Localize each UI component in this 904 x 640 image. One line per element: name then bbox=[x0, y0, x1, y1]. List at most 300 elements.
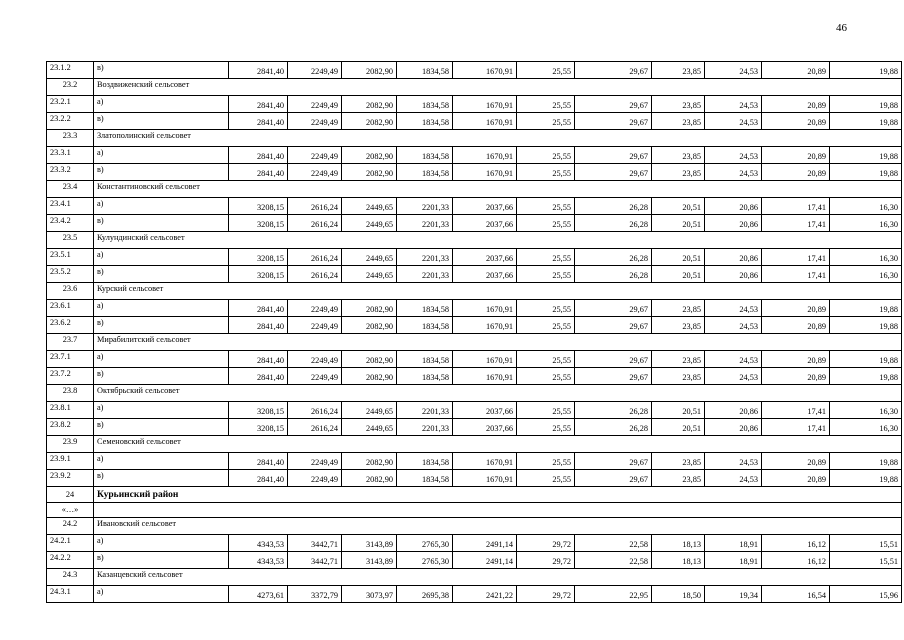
value-cell: 20,89 bbox=[762, 62, 830, 79]
region-row bbox=[47, 487, 902, 503]
row-code: 23.6.2 bbox=[47, 317, 94, 334]
value-cell: 29,67 bbox=[575, 113, 652, 130]
value-cell: 24,53 bbox=[705, 96, 762, 113]
value-cell: 19,88 bbox=[830, 113, 902, 130]
row-variant: в) bbox=[94, 113, 229, 130]
value-cell: 26,28 bbox=[575, 402, 652, 419]
value-cell: 3442,71 bbox=[288, 552, 342, 569]
value-cell: 1834,58 bbox=[397, 470, 453, 487]
value-cell: 2082,90 bbox=[342, 317, 397, 334]
value-cell: 1670,91 bbox=[453, 368, 517, 385]
value-cell: 3208,15 bbox=[229, 215, 288, 232]
value-cell: 2249,49 bbox=[288, 368, 342, 385]
value-cell: 16,30 bbox=[830, 419, 902, 436]
value-cell: 29,67 bbox=[575, 96, 652, 113]
row-variant: в) bbox=[94, 62, 229, 79]
value-cell: 26,28 bbox=[575, 266, 652, 283]
value-cell: 25,55 bbox=[517, 317, 575, 334]
value-cell: 2201,33 bbox=[397, 249, 453, 266]
value-cell: 2841,40 bbox=[229, 164, 288, 181]
value-cell: 25,55 bbox=[517, 266, 575, 283]
table-row bbox=[47, 453, 902, 470]
row-variant: в) bbox=[94, 552, 229, 569]
row-variant: а) bbox=[94, 535, 229, 552]
value-cell: 23,85 bbox=[652, 300, 705, 317]
value-cell: 2449,65 bbox=[342, 198, 397, 215]
value-cell: 29,67 bbox=[575, 453, 652, 470]
value-cell: 2449,65 bbox=[342, 215, 397, 232]
row-variant: в) bbox=[94, 419, 229, 436]
row-code: 23.5 bbox=[47, 232, 94, 249]
value-cell: 2765,30 bbox=[397, 552, 453, 569]
value-cell: 2037,66 bbox=[453, 402, 517, 419]
value-cell: 25,55 bbox=[517, 453, 575, 470]
section-row bbox=[47, 79, 902, 96]
value-cell: 2841,40 bbox=[229, 147, 288, 164]
value-cell: 25,55 bbox=[517, 419, 575, 436]
value-cell: 16,30 bbox=[830, 266, 902, 283]
value-cell: 2249,49 bbox=[288, 453, 342, 470]
value-cell: 2201,33 bbox=[397, 402, 453, 419]
value-cell: 2249,49 bbox=[288, 164, 342, 181]
row-code: 24.2.1 bbox=[47, 535, 94, 552]
table-row bbox=[47, 368, 902, 385]
section-name: Курский сельсовет bbox=[94, 283, 902, 300]
value-cell: 2201,33 bbox=[397, 266, 453, 283]
section-name: Ивановский сельсовет bbox=[94, 518, 902, 535]
value-cell: 20,89 bbox=[762, 351, 830, 368]
section-row bbox=[47, 181, 902, 198]
value-cell: 1670,91 bbox=[453, 147, 517, 164]
tariff-table bbox=[46, 61, 902, 603]
value-cell: 20,86 bbox=[705, 402, 762, 419]
row-code: 23.8.2 bbox=[47, 419, 94, 436]
section-row bbox=[47, 518, 902, 535]
value-cell: 2249,49 bbox=[288, 317, 342, 334]
section-name: Мирабилитский сельсовет bbox=[94, 334, 902, 351]
value-cell: 2082,90 bbox=[342, 62, 397, 79]
row-variant: а) bbox=[94, 586, 229, 603]
value-cell: 2201,33 bbox=[397, 419, 453, 436]
value-cell: 29,72 bbox=[517, 535, 575, 552]
value-cell: 2616,24 bbox=[288, 419, 342, 436]
table-row bbox=[47, 198, 902, 215]
row-variant: а) bbox=[94, 402, 229, 419]
value-cell: 22,58 bbox=[575, 535, 652, 552]
value-cell: 20,89 bbox=[762, 300, 830, 317]
value-cell: 29,67 bbox=[575, 147, 652, 164]
value-cell: 20,86 bbox=[705, 266, 762, 283]
row-code: 24.3 bbox=[47, 569, 94, 586]
value-cell: 20,86 bbox=[705, 249, 762, 266]
table-row bbox=[47, 113, 902, 130]
value-cell: 2841,40 bbox=[229, 62, 288, 79]
value-cell: 17,41 bbox=[762, 215, 830, 232]
value-cell: 25,55 bbox=[517, 147, 575, 164]
row-code: 24 bbox=[47, 487, 94, 503]
value-cell: 20,86 bbox=[705, 198, 762, 215]
value-cell: 25,55 bbox=[517, 402, 575, 419]
value-cell: 20,51 bbox=[652, 402, 705, 419]
region-name: Курьинский район bbox=[94, 487, 902, 503]
value-cell: 20,51 bbox=[652, 215, 705, 232]
value-cell: 3208,15 bbox=[229, 198, 288, 215]
value-cell: 2841,40 bbox=[229, 113, 288, 130]
value-cell: 20,89 bbox=[762, 113, 830, 130]
row-variant: в) bbox=[94, 215, 229, 232]
table-row bbox=[47, 402, 902, 419]
value-cell: 24,53 bbox=[705, 62, 762, 79]
row-code: 23.3.1 bbox=[47, 147, 94, 164]
value-cell: 19,34 bbox=[705, 586, 762, 603]
value-cell: 16,30 bbox=[830, 249, 902, 266]
value-cell: 26,28 bbox=[575, 419, 652, 436]
table-row bbox=[47, 249, 902, 266]
value-cell: 20,51 bbox=[652, 419, 705, 436]
value-cell: 2037,66 bbox=[453, 215, 517, 232]
row-code: 23.8.1 bbox=[47, 402, 94, 419]
value-cell: 3442,71 bbox=[288, 535, 342, 552]
value-cell: 25,55 bbox=[517, 470, 575, 487]
value-cell: 24,53 bbox=[705, 300, 762, 317]
row-variant: в) bbox=[94, 164, 229, 181]
row-code: 23.4.1 bbox=[47, 198, 94, 215]
value-cell: 19,88 bbox=[830, 470, 902, 487]
value-cell: 2249,49 bbox=[288, 96, 342, 113]
section-row bbox=[47, 385, 902, 402]
row-variant: а) bbox=[94, 249, 229, 266]
value-cell: 20,89 bbox=[762, 368, 830, 385]
value-cell: 4343,53 bbox=[229, 535, 288, 552]
row-code: 23.1.2 bbox=[47, 62, 94, 79]
row-code: 23.6.1 bbox=[47, 300, 94, 317]
row-code: 23.9.1 bbox=[47, 453, 94, 470]
value-cell: 19,88 bbox=[830, 96, 902, 113]
value-cell: 25,55 bbox=[517, 198, 575, 215]
value-cell: 3208,15 bbox=[229, 402, 288, 419]
value-cell: 2082,90 bbox=[342, 147, 397, 164]
value-cell: 3073,97 bbox=[342, 586, 397, 603]
value-cell: 19,88 bbox=[830, 164, 902, 181]
value-cell: 2616,24 bbox=[288, 266, 342, 283]
table-row bbox=[47, 351, 902, 368]
row-variant: в) bbox=[94, 317, 229, 334]
value-cell: 29,67 bbox=[575, 317, 652, 334]
value-cell: 15,96 bbox=[830, 586, 902, 603]
value-cell: 4343,53 bbox=[229, 552, 288, 569]
value-cell: 20,89 bbox=[762, 147, 830, 164]
value-cell: 16,30 bbox=[830, 402, 902, 419]
row-code: 23.3.2 bbox=[47, 164, 94, 181]
row-variant: а) bbox=[94, 198, 229, 215]
value-cell: 19,88 bbox=[830, 300, 902, 317]
value-cell: 2249,49 bbox=[288, 470, 342, 487]
section-row bbox=[47, 334, 902, 351]
value-cell: 15,51 bbox=[830, 535, 902, 552]
value-cell: 2082,90 bbox=[342, 113, 397, 130]
value-cell: 1670,91 bbox=[453, 453, 517, 470]
value-cell: 2037,66 bbox=[453, 198, 517, 215]
value-cell: 29,72 bbox=[517, 552, 575, 569]
value-cell: 2249,49 bbox=[288, 62, 342, 79]
value-cell: 20,89 bbox=[762, 470, 830, 487]
row-code: 23.2.1 bbox=[47, 96, 94, 113]
row-variant: в) bbox=[94, 266, 229, 283]
row-variant: а) bbox=[94, 351, 229, 368]
value-cell: 2421,22 bbox=[453, 586, 517, 603]
value-cell: 1670,91 bbox=[453, 351, 517, 368]
value-cell: 2082,90 bbox=[342, 164, 397, 181]
value-cell: 25,55 bbox=[517, 215, 575, 232]
section-row bbox=[47, 130, 902, 147]
value-cell: 2841,40 bbox=[229, 300, 288, 317]
row-code: 23.2.2 bbox=[47, 113, 94, 130]
value-cell: 1670,91 bbox=[453, 62, 517, 79]
row-code: 24.3.1 bbox=[47, 586, 94, 603]
value-cell: 18,13 bbox=[652, 535, 705, 552]
value-cell: 2841,40 bbox=[229, 453, 288, 470]
section-name: Семеновский сельсовет bbox=[94, 436, 902, 453]
value-cell: 1834,58 bbox=[397, 113, 453, 130]
value-cell: 2082,90 bbox=[342, 368, 397, 385]
row-code: 23.4 bbox=[47, 181, 94, 198]
value-cell: 2249,49 bbox=[288, 113, 342, 130]
value-cell: 1834,58 bbox=[397, 453, 453, 470]
value-cell: 16,30 bbox=[830, 215, 902, 232]
value-cell: 2037,66 bbox=[453, 419, 517, 436]
value-cell: 16,54 bbox=[762, 586, 830, 603]
row-code: 23.9.2 bbox=[47, 470, 94, 487]
value-cell: 16,30 bbox=[830, 198, 902, 215]
value-cell: 3208,15 bbox=[229, 249, 288, 266]
value-cell: 20,89 bbox=[762, 453, 830, 470]
value-cell: 2449,65 bbox=[342, 266, 397, 283]
value-cell: 1670,91 bbox=[453, 300, 517, 317]
value-cell: 16,12 bbox=[762, 535, 830, 552]
value-cell: 25,55 bbox=[517, 300, 575, 317]
value-cell: 24,53 bbox=[705, 113, 762, 130]
value-cell: 19,88 bbox=[830, 317, 902, 334]
value-cell: 16,12 bbox=[762, 552, 830, 569]
row-variant: а) bbox=[94, 300, 229, 317]
value-cell: 20,51 bbox=[652, 198, 705, 215]
value-cell: 2249,49 bbox=[288, 351, 342, 368]
value-cell: 25,55 bbox=[517, 62, 575, 79]
value-cell: 2249,49 bbox=[288, 300, 342, 317]
value-cell: 17,41 bbox=[762, 419, 830, 436]
section-row bbox=[47, 232, 902, 249]
value-cell: 2449,65 bbox=[342, 419, 397, 436]
value-cell: 22,95 bbox=[575, 586, 652, 603]
row-variant: а) bbox=[94, 96, 229, 113]
value-cell: 29,67 bbox=[575, 164, 652, 181]
value-cell: 24,53 bbox=[705, 317, 762, 334]
table-row bbox=[47, 147, 902, 164]
value-cell: 24,53 bbox=[705, 470, 762, 487]
value-cell: 25,55 bbox=[517, 368, 575, 385]
section-name: Воздвиженский сельсовет bbox=[94, 79, 902, 96]
row-code: 23.6 bbox=[47, 283, 94, 300]
value-cell: 2841,40 bbox=[229, 368, 288, 385]
value-cell: 20,51 bbox=[652, 266, 705, 283]
value-cell: 3208,15 bbox=[229, 419, 288, 436]
value-cell: 1670,91 bbox=[453, 470, 517, 487]
value-cell: 2491,14 bbox=[453, 535, 517, 552]
value-cell: 2616,24 bbox=[288, 198, 342, 215]
value-cell: 29,72 bbox=[517, 586, 575, 603]
row-code: 23.2 bbox=[47, 79, 94, 96]
value-cell: 3143,89 bbox=[342, 552, 397, 569]
value-cell: 23,85 bbox=[652, 351, 705, 368]
table-row bbox=[47, 96, 902, 113]
value-cell: 26,28 bbox=[575, 249, 652, 266]
value-cell: 17,41 bbox=[762, 266, 830, 283]
section-row bbox=[47, 569, 902, 586]
value-cell: 1834,58 bbox=[397, 96, 453, 113]
value-cell: 2082,90 bbox=[342, 96, 397, 113]
value-cell: 2841,40 bbox=[229, 317, 288, 334]
table-row bbox=[47, 552, 902, 569]
value-cell: 1670,91 bbox=[453, 317, 517, 334]
value-cell: 19,88 bbox=[830, 147, 902, 164]
value-cell: 1834,58 bbox=[397, 164, 453, 181]
section-name: Кулундинский сельсовет bbox=[94, 232, 902, 249]
value-cell: 2841,40 bbox=[229, 470, 288, 487]
value-cell: 17,41 bbox=[762, 402, 830, 419]
value-cell: 20,86 bbox=[705, 419, 762, 436]
table-body bbox=[47, 62, 902, 603]
value-cell: 20,89 bbox=[762, 164, 830, 181]
table-row bbox=[47, 535, 902, 552]
value-cell: 1834,58 bbox=[397, 300, 453, 317]
value-cell: 2249,49 bbox=[288, 147, 342, 164]
value-cell: 2765,30 bbox=[397, 535, 453, 552]
value-cell: 2082,90 bbox=[342, 300, 397, 317]
row-code: «…» bbox=[47, 503, 94, 518]
row-code: 23.7.2 bbox=[47, 368, 94, 385]
value-cell: 20,89 bbox=[762, 96, 830, 113]
row-code: 23.3 bbox=[47, 130, 94, 147]
value-cell: 23,85 bbox=[652, 96, 705, 113]
table-row bbox=[47, 164, 902, 181]
row-variant: в) bbox=[94, 368, 229, 385]
value-cell: 2037,66 bbox=[453, 266, 517, 283]
row-variant: а) bbox=[94, 147, 229, 164]
row-variant: в) bbox=[94, 470, 229, 487]
value-cell: 19,88 bbox=[830, 62, 902, 79]
table-row bbox=[47, 215, 902, 232]
value-cell: 15,51 bbox=[830, 552, 902, 569]
value-cell: 1834,58 bbox=[397, 147, 453, 164]
row-code: 23.4.2 bbox=[47, 215, 94, 232]
value-cell: 2491,14 bbox=[453, 552, 517, 569]
row-code: 23.5.1 bbox=[47, 249, 94, 266]
value-cell: 1834,58 bbox=[397, 351, 453, 368]
value-cell: 23,85 bbox=[652, 470, 705, 487]
value-cell: 25,55 bbox=[517, 351, 575, 368]
value-cell: 29,67 bbox=[575, 368, 652, 385]
section-name: Октябрьский сельсовет bbox=[94, 385, 902, 402]
value-cell: 1834,58 bbox=[397, 62, 453, 79]
value-cell: 19,88 bbox=[830, 453, 902, 470]
row-code: 23.8 bbox=[47, 385, 94, 402]
row-code: 23.9 bbox=[47, 436, 94, 453]
table-row bbox=[47, 317, 902, 334]
value-cell: 29,67 bbox=[575, 62, 652, 79]
value-cell: 2082,90 bbox=[342, 470, 397, 487]
value-cell: 2037,66 bbox=[453, 249, 517, 266]
value-cell: 25,55 bbox=[517, 164, 575, 181]
value-cell: 29,67 bbox=[575, 351, 652, 368]
value-cell: 2082,90 bbox=[342, 453, 397, 470]
value-cell: 23,85 bbox=[652, 317, 705, 334]
value-cell: 2695,38 bbox=[397, 586, 453, 603]
value-cell: 24,53 bbox=[705, 164, 762, 181]
value-cell: 23,85 bbox=[652, 453, 705, 470]
table-row bbox=[47, 300, 902, 317]
row-label bbox=[94, 503, 902, 518]
value-cell: 1670,91 bbox=[453, 113, 517, 130]
value-cell: 18,91 bbox=[705, 535, 762, 552]
value-cell: 23,85 bbox=[652, 62, 705, 79]
value-cell: 23,85 bbox=[652, 147, 705, 164]
value-cell: 2201,33 bbox=[397, 198, 453, 215]
value-cell: 25,55 bbox=[517, 249, 575, 266]
value-cell: 18,13 bbox=[652, 552, 705, 569]
value-cell: 2082,90 bbox=[342, 351, 397, 368]
row-code: 23.7.1 bbox=[47, 351, 94, 368]
value-cell: 23,85 bbox=[652, 368, 705, 385]
value-cell: 19,88 bbox=[830, 351, 902, 368]
table-row bbox=[47, 586, 902, 603]
value-cell: 24,53 bbox=[705, 368, 762, 385]
row-code: 24.2.2 bbox=[47, 552, 94, 569]
row-code: 23.5.2 bbox=[47, 266, 94, 283]
value-cell: 25,55 bbox=[517, 113, 575, 130]
value-cell: 26,28 bbox=[575, 215, 652, 232]
section-name: Златополинский сельсовет bbox=[94, 130, 902, 147]
page-number: 46 bbox=[836, 22, 847, 34]
value-cell: 24,53 bbox=[705, 351, 762, 368]
value-cell: 23,85 bbox=[652, 164, 705, 181]
table-row bbox=[47, 470, 902, 487]
value-cell: 20,86 bbox=[705, 215, 762, 232]
value-cell: 20,89 bbox=[762, 317, 830, 334]
section-row bbox=[47, 436, 902, 453]
value-cell: 2841,40 bbox=[229, 351, 288, 368]
ellipsis-row bbox=[47, 503, 902, 518]
row-code: 24.2 bbox=[47, 518, 94, 535]
value-cell: 4273,61 bbox=[229, 586, 288, 603]
section-name: Константиновский сельсовет bbox=[94, 181, 902, 198]
value-cell: 29,67 bbox=[575, 300, 652, 317]
value-cell: 17,41 bbox=[762, 198, 830, 215]
value-cell: 1834,58 bbox=[397, 317, 453, 334]
value-cell: 22,58 bbox=[575, 552, 652, 569]
value-cell: 1670,91 bbox=[453, 164, 517, 181]
value-cell: 20,51 bbox=[652, 249, 705, 266]
value-cell: 24,53 bbox=[705, 147, 762, 164]
section-row bbox=[47, 283, 902, 300]
value-cell: 3208,15 bbox=[229, 266, 288, 283]
table-row bbox=[47, 419, 902, 436]
value-cell: 2616,24 bbox=[288, 215, 342, 232]
value-cell: 2449,65 bbox=[342, 249, 397, 266]
section-name: Казанцевский сельсовет bbox=[94, 569, 902, 586]
value-cell: 19,88 bbox=[830, 368, 902, 385]
value-cell: 2449,65 bbox=[342, 402, 397, 419]
value-cell: 17,41 bbox=[762, 249, 830, 266]
